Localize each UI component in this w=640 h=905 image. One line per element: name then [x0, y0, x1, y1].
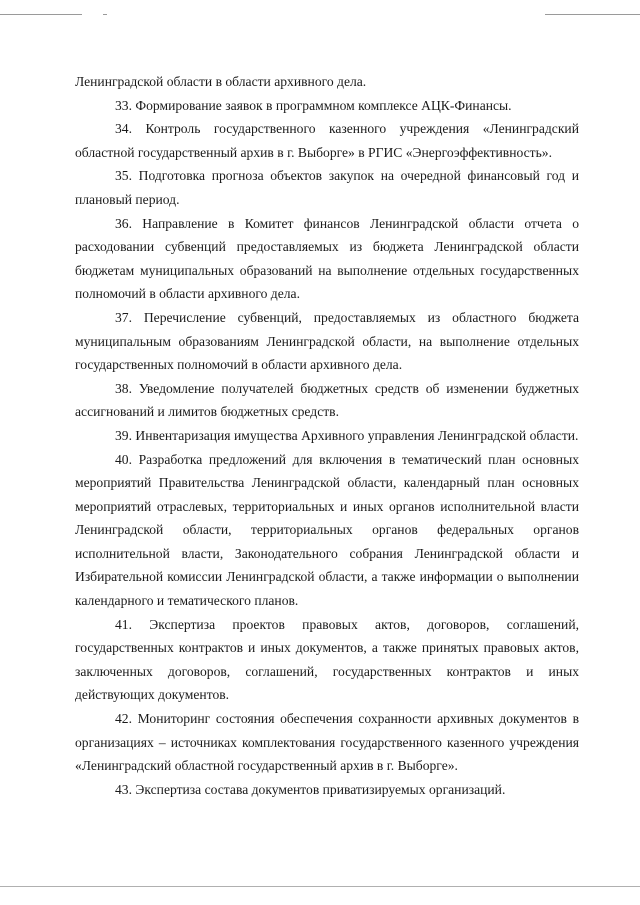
document-body	[75, 70, 579, 801]
paragraph-item-39: 39. Инвентаризация имущества Архивного управления Ленинградской области.	[115, 427, 579, 443]
paragraph-item-37: 37. Перечисление субвенций, предоставляемых из областного бюджета муниципальным образованиям Ленинградской области, на выполнение отдельных государственных полномочий в области архивного дела.	[75, 309, 579, 373]
paragraph-item-42: 42. Мониторинг состояния обеспечения сохранности архивных документов в организациях – источниках комплектования государственного казенного учреждения «Ленинградский областной государственный архив в г. Выборге».	[75, 711, 579, 774]
scan-edge-top-left	[0, 14, 82, 15]
paragraph-item-35: 35. Подготовка прогноза объектов закупок на очередной финансовый год и плановый период.	[75, 168, 579, 207]
paragraph-continuation: Ленинградской области в области архивного дела.	[75, 74, 367, 89]
paragraph-item-38: 38. Уведомление получателей бюджетных средств об изменении буджетных ассигнований и лимитов бюджетных средств.	[75, 380, 579, 420]
paragraph-item-40: 40. Разработка предложений для включения в тематический план основных мероприятий Правительства Ленинградской области, календарный план основных мероприятий отраслевых, территориальных и иных органов исполнительной власти Ленинградской области, территориальных органов федеральных органов исполнительной власти, Законодательного собрания Ленинградской области и Избирательной комиссии Ленинградской области, а также информации о выполнении календарного и тематического планов.	[75, 451, 579, 609]
scan-edge-top-mark	[103, 14, 107, 15]
paragraph-item-36: 36. Направление в Комитет финансов Ленинградской области отчета о расходовании субвенций предоставляемых из бюджета Ленинградской области бюджетам муниципальных образований на выполнение отдельных государственных полномочий в области архивного дела.	[75, 215, 579, 302]
paragraph-item-33: 33. Формирование заявок в программном комплексе АЦК-Финансы.	[115, 97, 512, 113]
paragraph-item-41: 41. Экспертиза проектов правовых актов, договоров, соглашений, государственных контрактов и иных документов, а также принятых правовых актов, заключенных договоров, соглашений, государственных контрактов и иных действующих документов.	[75, 616, 579, 703]
scan-edge-bottom	[0, 886, 640, 887]
scan-edge-top-right	[545, 14, 640, 15]
paragraph-item-34: 34. Контроль государственного казенного учреждения «Ленинградский областной государственный архив в г. Выборге» в РГИС «Энергоэффективность».	[75, 121, 579, 160]
paragraph-item-43: 43. Экспертиза состава документов приватизируемых организаций.	[115, 781, 506, 797]
